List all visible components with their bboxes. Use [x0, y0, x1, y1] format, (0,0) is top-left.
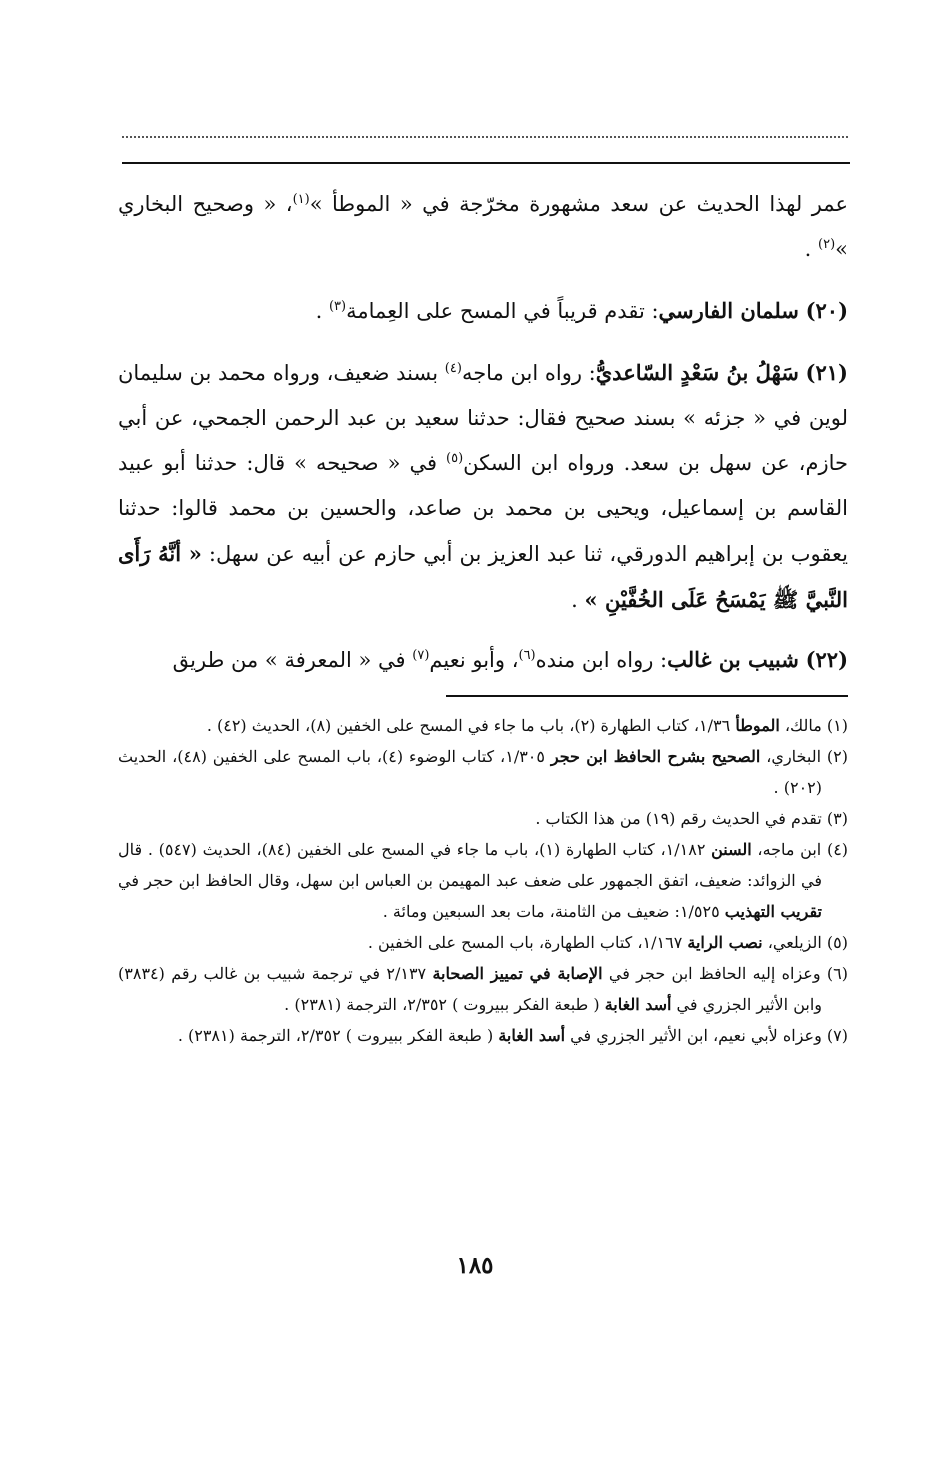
- paragraph-20: (٢٠) سلمان الفارسي: تقدم قريباً في المسح على العِمامة$^{(٣)}$ .: [315, 298, 848, 323]
- footnote-ref-5[interactable]: (٥): [446, 451, 464, 466]
- footnote-ref-6[interactable]: (٦): [518, 648, 536, 663]
- footnotes: [118, 710, 848, 1051]
- companion-name: سَهْلُ بنُ سَعْدٍ السّاعديُّ: [595, 360, 799, 385]
- paragraph-continuation: عمر لهذا الحديث عن سعد مشهورة مخرّجة في « الموطأ »$^{(١)}$، « وصحيح البخاري »$^{(٢)}$ .: [118, 192, 848, 261]
- paragraph-21: (٢١) سَهْلُ بنُ سَعْدٍ السّاعديُّ: رواه ابن ماجه$^{(٤)}$ بسند ضعيف، ورواه محمد بن سليمان لوين في « جزئه » بسند صحيح فقال: حدثنا سعيد بن عبد الرحمن الجمحي، عن أبي حازم، عن سهل بن سعد. ورواه ابن السكن$^{(٥)}$ في « صحيحه » قال: حدثنا أبو عبيد القاسم بن إسماعيل، ويحيى بن محمد بن صاعد، والحسين بن محمد قالوا: حدثنا يعقوب بن إبراهيم الدورقي، ثنا عبد العزيز بن أبي حازم عن أبيه عن سهل: « أنَّهُ رَأَى النَّبيَّ ﷺ يَمْسَحُ عَلَى الخُفَّيْنِ » .: [118, 360, 848, 612]
- hadith-quote: « أنَّهُ رَأَى النَّبيَّ ﷺ يَمْسَحُ عَلَى الخُفَّيْنِ »: [118, 541, 848, 612]
- companion-name: سلمان الفارسي: [658, 298, 799, 323]
- entry-number: (٢٠): [805, 298, 848, 323]
- footnote-ref-1[interactable]: (١): [292, 192, 310, 207]
- footnote-1: (١) مالك، الموطأ ١/٣٦، كتاب الطهارة (٢)، باب ما جاء في المسح على الخفين (٨)، الحديث (٤٢) .: [206, 716, 848, 735]
- footnote-ref-2[interactable]: (٢): [818, 237, 836, 252]
- header-solid-rule: [122, 162, 850, 164]
- footnote-separator: [446, 695, 848, 697]
- footnote-2: (٢) البخاري، الصحيح بشرح الحافظ ابن حجر ١/٣٠٥، كتاب الوضوء (٤)، باب المسح على الخفين (٤٨)، الحديث (٢٠٢) .: [118, 747, 849, 797]
- footnote-ref-3[interactable]: (٣): [328, 299, 347, 314]
- paragraph-22: (٢٢) شبيب بن غالب: رواه ابن منده$^{(٦)}$، وأبو نعيم$^{(٧)}$ في « المعرفة » من طريق: [172, 647, 848, 672]
- footnote-ref-7[interactable]: (٧): [412, 648, 430, 663]
- main-text: [118, 182, 848, 683]
- companion-name: شبيب بن غالب: [667, 647, 799, 672]
- page-number: ١٨٥: [456, 1252, 494, 1279]
- entry-number: (٢١): [805, 360, 848, 385]
- entry-number: (٢٢): [805, 647, 848, 672]
- header-dotted-rule: [122, 136, 848, 138]
- footnote-3: (٣) تقدم في الحديث رقم (١٩) من هذا الكتاب .: [535, 809, 848, 828]
- footnote-ref-4[interactable]: (٤): [444, 361, 462, 376]
- footnote-4: (٤) ابن ماجه، السنن ١/١٨٢، كتاب الطهارة (١)، باب ما جاء في المسح على الخفين (٨٤)، الحديث (٥٤٧) . قال في الزوائد: ضعيف، اتفق الجمهور على ضعف عبد المهيمن بن العباس ابن سهل، وقال الحافظ ابن حجر في تقريب التهذيب ١/٥٢٥: ضعيف من الثامنة، مات بعد السبعين ومائة .: [118, 840, 849, 921]
- footnote-7: (٧) وعزاه لأبي نعيم، ابن الأثير الجزري في أسد الغابة ( طبعة الفكر ببيروت ) ٢/٣٥٢، الترجمة (٢٣٨١) .: [177, 1026, 848, 1045]
- footnote-5: (٥) الزيلعي، نصب الراية ١/١٦٧، كتاب الطهارة، باب المسح على الخفين .: [367, 933, 848, 952]
- footnote-6: (٦) وعزاه إليه الحافظ ابن حجر في الإصابة في تمييز الصحابة ٢/١٣٧ في ترجمة شبيب بن غالب رقم (٣٨٣٤) وابن الأثير الجزري في أسد الغابة ( طبعة الفكر ببيروت ) ٢/٣٥٢، الترجمة (٢٣٨١) .: [118, 964, 848, 1014]
